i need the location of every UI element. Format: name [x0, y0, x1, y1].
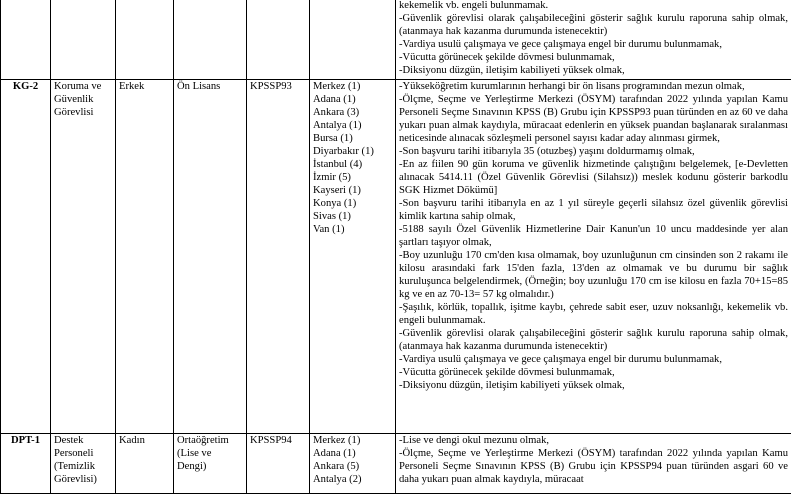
requirements-cell	[396, 80, 791, 434]
table-row	[1, 0, 791, 80]
requirement-text: -Yükseköğretim kurumlarının herhangi bir ön lisans programından mezun olmak,	[399, 80, 788, 93]
city-quota: Ankara (5)	[313, 460, 392, 473]
table-row	[1, 80, 791, 434]
kpss-type-cell	[247, 0, 310, 80]
gender-cell	[116, 0, 174, 80]
requirement-text: -Boy uzunluğu 170 cm'den kısa olmamak, boy uzunluğunun cm cinsinden son 2 rakamı ile kilosu arasındaki fark 15'den fazla, 13'den az olmamak ve bu durumu bir sağlık kuruluşunca belgelendirmek, (Örneğin; boy uzunluğu 170 cm ise kilosu en fazla 70+15=85 kg ve en az 70-13= 57 kg olmalıdır.)	[399, 249, 788, 301]
requirement-text: -Son başvuru tarihi itibarıyla en az 1 yıl süreyle geçerli silahsız özel güvenlik görevlisi kimlik kartına sahip olmak,	[399, 197, 788, 223]
position-code-cell: KG-2	[1, 80, 51, 434]
requirement-text: -Vücutta görünecek şekilde dövmesi bulunmamak,	[399, 51, 788, 64]
city-quota: Merkez (1)	[313, 80, 392, 93]
city-quota: Sivas (1)	[313, 210, 392, 223]
requirement-text: -5188 sayılı Özel Güvenlik Hizmetlerine Dair Kanun'un 10 uncu maddesinde yer alan şartları taşıyor olmak,	[399, 223, 788, 249]
table-body	[1, 0, 791, 494]
position-title-cell	[51, 0, 116, 80]
city-quota: İzmir (5)	[313, 171, 392, 184]
requirement-text: -Son başvuru tarihi itibarıyla 35 (otuzbeş) yaşını doldurmamış olmak,	[399, 145, 788, 158]
requirements-cell	[396, 0, 791, 80]
cities-cell	[310, 434, 396, 494]
city-quota: Antalya (2)	[313, 473, 392, 486]
requirement-text: -Güvenlik görevlisi olarak çalışabileceğini gösterir sağlık kurulu raporuna sahip olmak, (atanmaya hak kazanma durumunda istenecektir)	[399, 12, 788, 38]
city-quota: Kayseri (1)	[313, 184, 392, 197]
requirement-text: -Vücutta görünecek şekilde dövmesi bulunmamak,	[399, 366, 788, 379]
position-code-cell	[1, 0, 51, 80]
requirements-cell	[396, 434, 791, 494]
position-code-cell: DPT-1	[1, 434, 51, 494]
requirement-text: -Lise ve dengi okul mezunu olmak,	[399, 434, 788, 447]
table-row	[1, 434, 791, 494]
city-quota: Antalya (1)	[313, 119, 392, 132]
education-cell: Ortaöğretim (Lise ve Dengi)	[174, 434, 247, 494]
city-quota: Konya (1)	[313, 197, 392, 210]
city-quota: Adana (1)	[313, 93, 392, 106]
city-quota: Adana (1)	[313, 447, 392, 460]
requirement-text: kekemelik vb. engeli bulunmamak.	[399, 0, 788, 12]
city-quota: Van (1)	[313, 223, 392, 236]
requirement-text: -Vardiya usulü çalışmaya ve gece çalışmaya engel bir durumu bulunmamak,	[399, 38, 788, 51]
requirement-text: -Ölçme, Seçme ve Yerleştirme Merkezi (ÖSYM) tarafından 2022 yılında yapılan Kamu Personeli Seçme Sınavının KPSS (B) Grubu için KPSSP94 puan türünden asgari 60 ve daha yukarı puan almak kaydıyla, müracaat	[399, 447, 788, 486]
requirement-text: -Diksiyonu düzgün, iletişim kabiliyeti yüksek olmak,	[399, 64, 788, 77]
position-title-cell: Destek Personeli (Temizlik Görevlisi)	[51, 434, 116, 494]
city-quota: Ankara (3)	[313, 106, 392, 119]
education-cell: Ön Lisans	[174, 80, 247, 434]
city-quota: Merkez (1)	[313, 434, 392, 447]
requirement-text: -Şaşılık, körlük, topallık, işitme kaybı, çehrede sabit eser, uzuv noksanlığı, kekemelik vb. engeli bulunmamak.	[399, 301, 788, 327]
kpss-type-cell: KPSSP94	[247, 434, 310, 494]
cities-cell	[310, 80, 396, 434]
requirement-text: -En az fiilen 90 gün koruma ve güvenlik hizmetinde çalıştığını belgelemek, [e-Devletten alınacak 5414.11 (Özel Güvenlik Görevlisi (Silahsız)) meslek kodunu gösterir barkodlu SGK Hizmet Dökümü]	[399, 158, 788, 197]
gender-cell: Kadın	[116, 434, 174, 494]
city-quota: Diyarbakır (1)	[313, 145, 392, 158]
requirement-text: -Ölçme, Seçme ve Yerleştirme Merkezi (ÖSYM) tarafından 2022 yılında yapılan Kamu Personeli Seçme Sınavının KPSS (B) Grubu için KPSSP93 puan türünden en az 60 ve daha yukarı puan almak kaydıyla, müracaat edenlerin en yüksek puandan başlanarak sıralanması neticesinde alınacak sözleşmeli personel sayısı kadar aday alınması girmek,	[399, 93, 788, 145]
requirement-text: -Vardiya usulü çalışmaya ve gece çalışmaya engel bir durumu bulunmamak,	[399, 353, 788, 366]
requirement-text: -Diksiyonu düzgün, iletişim kabiliyeti yüksek olmak,	[399, 379, 788, 392]
city-quota: İstanbul (4)	[313, 158, 392, 171]
requirement-text: -Güvenlik görevlisi olarak çalışabileceğini gösterir sağlık kurulu raporuna sahip olmak, (atanmaya hak kazanma durumunda istenecektir)	[399, 327, 788, 353]
gender-cell: Erkek	[116, 80, 174, 434]
city-quota: Bursa (1)	[313, 132, 392, 145]
education-cell	[174, 0, 247, 80]
cities-cell	[310, 0, 396, 80]
position-title-cell: Koruma ve Güvenlik Görevlisi	[51, 80, 116, 434]
kpss-type-cell: KPSSP93	[247, 80, 310, 434]
